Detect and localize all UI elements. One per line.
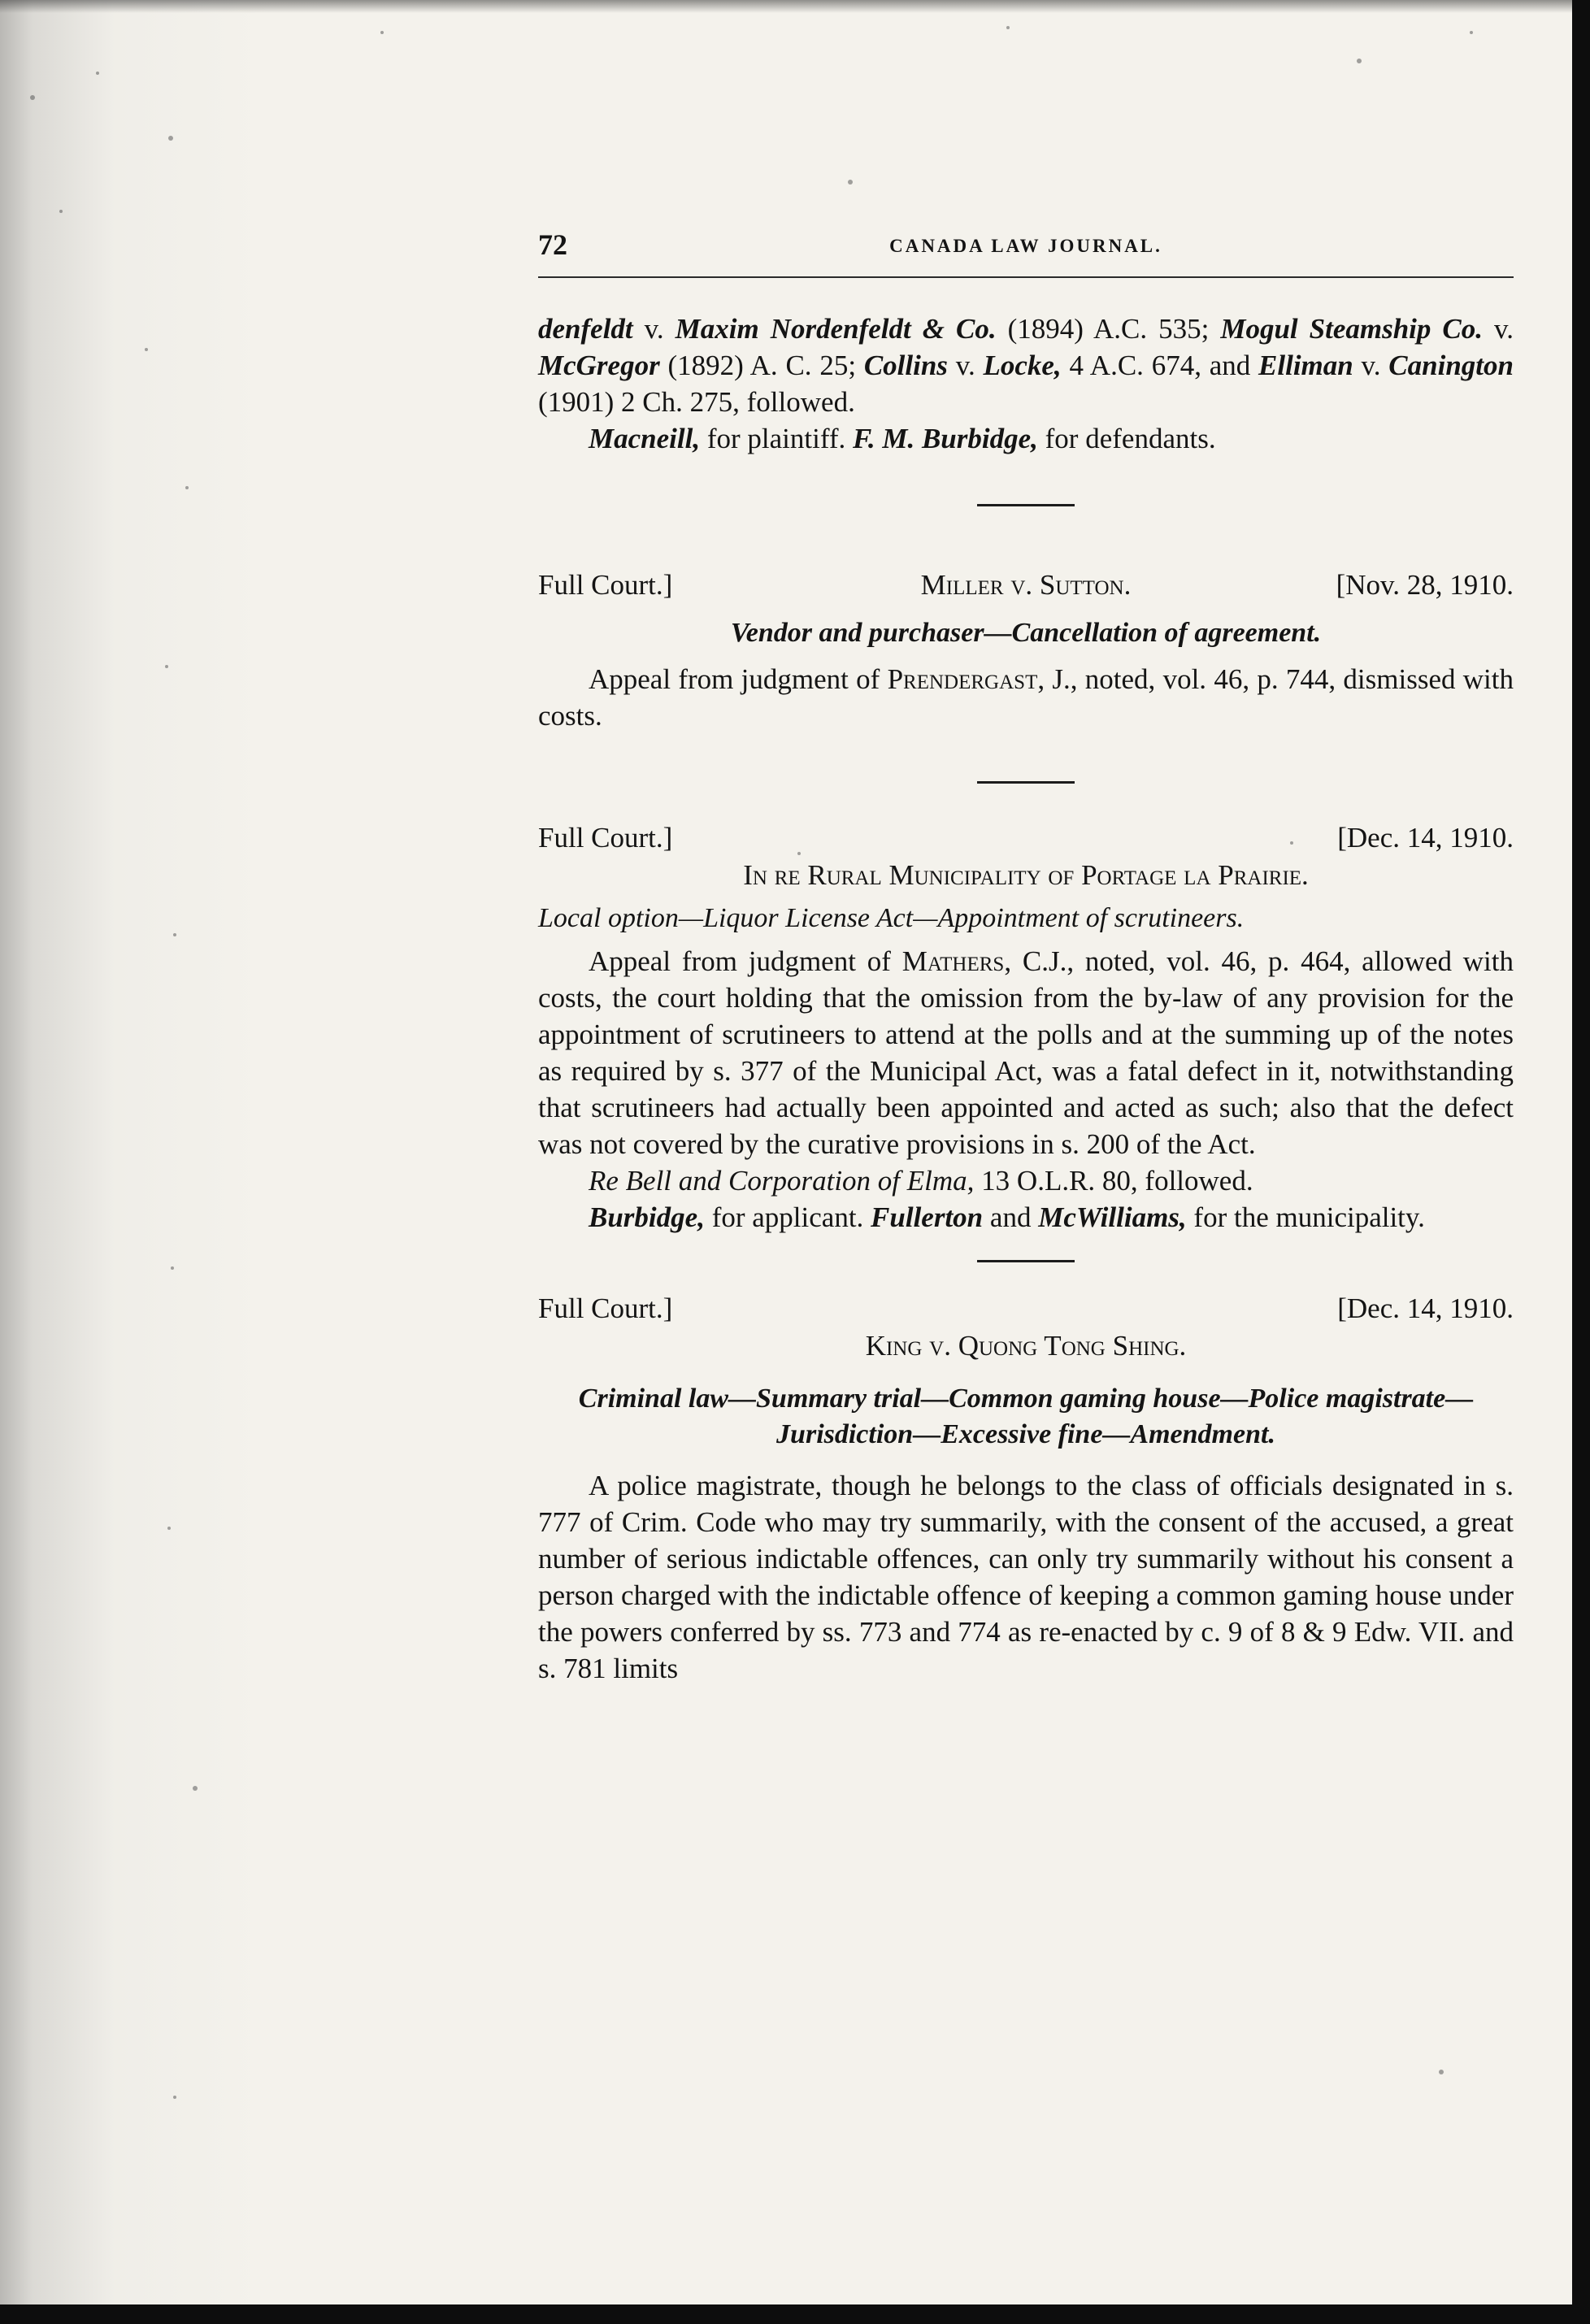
scan-bottom-border <box>0 2304 1590 2324</box>
case-date: [Nov. 28, 1910. <box>1336 569 1514 601</box>
case-header-portage <box>538 819 1514 857</box>
case-name: Miller v. Sutton. <box>920 569 1132 601</box>
court-label: Full Court.] <box>538 822 673 854</box>
catchwords: Vendor and purchaser—Cancellation of agreement. <box>730 618 1322 648</box>
case-body: Appeal from judgment of Mathers, C.J., noted, vol. 46, p. 464, allowed with costs, the court holding that the omission from the by-law of any provision for the appointment of scrutineers to attend at the polls and at the summing up of the notes as required by s. 377 of the Municipal Act, was a fatal defect in it, notwithstanding that scrutineers had actually been appointed and acted as such; also that the defect was not covered by the curative provisions in s. 200 of the Act. <box>538 945 1514 1160</box>
case-name: In re Rural Municipality of Portage la Prairie. <box>743 859 1309 891</box>
court-label: Full Court.] <box>538 569 673 601</box>
case-body: A police magistrate, though he belongs to the class of officials designated in s. 777 of Crim. Code who may try summarily, with the consent of the accused, a great number of serious indictable offences, can only try summarily without his consent a person charged with the indictable offence of keeping a common gaming house under the powers conferred by ss. 773 and 774 as re-enacted by c. 9 of 8 & 9 Edw. VII. and s. 781 limits <box>538 1470 1514 1684</box>
page-header <box>538 228 1514 278</box>
catchwords: Criminal law—Summary trial—Common gaming house—Police magistrate—Jurisdiction—Excessive fine—Amendment. <box>578 1384 1474 1449</box>
journal-page <box>538 228 1514 1687</box>
carry-over-citation: denfeldt v. Maxim Nordenfeldt & Co. (1894) A.C. 535; Mogul Steamship Co. v. McGregor (1892) A. C. 25; Collins v. Locke, 4 A.C. 674, and Elliman v. Canington (1901) 2 Ch. 275, followed. <box>538 313 1514 418</box>
case-counsel: Burbidge, for applicant. Fullerton and McWilliams, for the municipality. <box>589 1201 1425 1233</box>
case-date: [Dec. 14, 1910. <box>1337 1292 1514 1324</box>
scan-right-border <box>1572 0 1590 2324</box>
case-header-miller <box>538 567 1514 604</box>
carry-over-counsel: Macneill, for plaintiff. F. M. Burbidge, for defendants. <box>589 423 1216 454</box>
catchwords: Local option—Liquor License Act—Appointment of scrutineers. <box>538 903 1245 933</box>
court-label: Full Court.] <box>538 1292 673 1324</box>
page-number: 72 <box>538 228 567 261</box>
case-name: King v. Quong Tong Shing. <box>865 1330 1187 1362</box>
case-body: Appeal from judgment of Prendergast, J., noted, vol. 46, p. 744, dismissed with costs. <box>538 663 1514 732</box>
running-head: CANADA LAW JOURNAL. <box>889 236 1162 256</box>
case-citation: Re Bell and Corporation of Elma, 13 O.L.R. 80, followed. <box>589 1165 1253 1197</box>
case-date: [Dec. 14, 1910. <box>1337 822 1514 854</box>
case-header-quong <box>538 1290 1514 1327</box>
